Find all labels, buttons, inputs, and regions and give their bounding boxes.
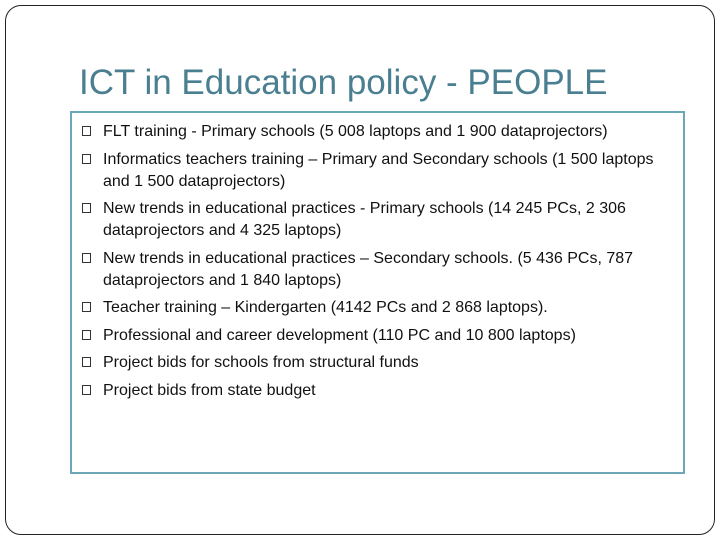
hollow-square-bullet-icon [82, 330, 91, 340]
hollow-square-bullet-icon [82, 203, 91, 213]
bullet-item [82, 352, 672, 374]
hollow-square-bullet-icon [82, 154, 91, 164]
bullet-text: New trends in educational practices – Secondary schools. (5 436 PCs, 787 dataprojectors and 1 840 laptops) [103, 249, 634, 289]
bullet-item [82, 325, 672, 347]
bullet-text: Informatics teachers training – Primary and Secondary schools (1 500 laptops and 1 500 dataprojectors) [103, 150, 654, 190]
bullet-text: Project bids for schools from structural funds [103, 354, 419, 371]
content-box [70, 111, 685, 474]
bullet-item [82, 149, 672, 193]
bullet-text: Project bids from state budget [103, 381, 316, 399]
bullet-item [82, 198, 672, 242]
bullet-text: Teacher training – Kindergarten (4142 PCs and 2 868 laptops). [103, 299, 548, 316]
bullet-item [82, 380, 672, 402]
hollow-square-bullet-icon [82, 385, 91, 395]
bullet-text: Professional and career development (110 PC and 10 800 laptops) [103, 326, 576, 344]
bullet-item [82, 297, 672, 319]
hollow-square-bullet-icon [82, 357, 91, 367]
bullet-item [82, 248, 672, 292]
bullet-text: New trends in educational practices - Primary schools (14 245 PCs, 2 306 dataprojectors and 4 325 laptops) [103, 200, 626, 239]
hollow-square-bullet-icon [82, 126, 91, 136]
slide-title: ICT in Education policy - PEOPLE [79, 63, 608, 102]
hollow-square-bullet-icon [82, 253, 91, 263]
bullet-list [82, 121, 672, 407]
hollow-square-bullet-icon [82, 302, 91, 312]
bullet-item [82, 121, 672, 143]
bullet-text: FLT training - Primary schools (5 008 laptops and 1 900 dataprojectors) [103, 123, 608, 140]
